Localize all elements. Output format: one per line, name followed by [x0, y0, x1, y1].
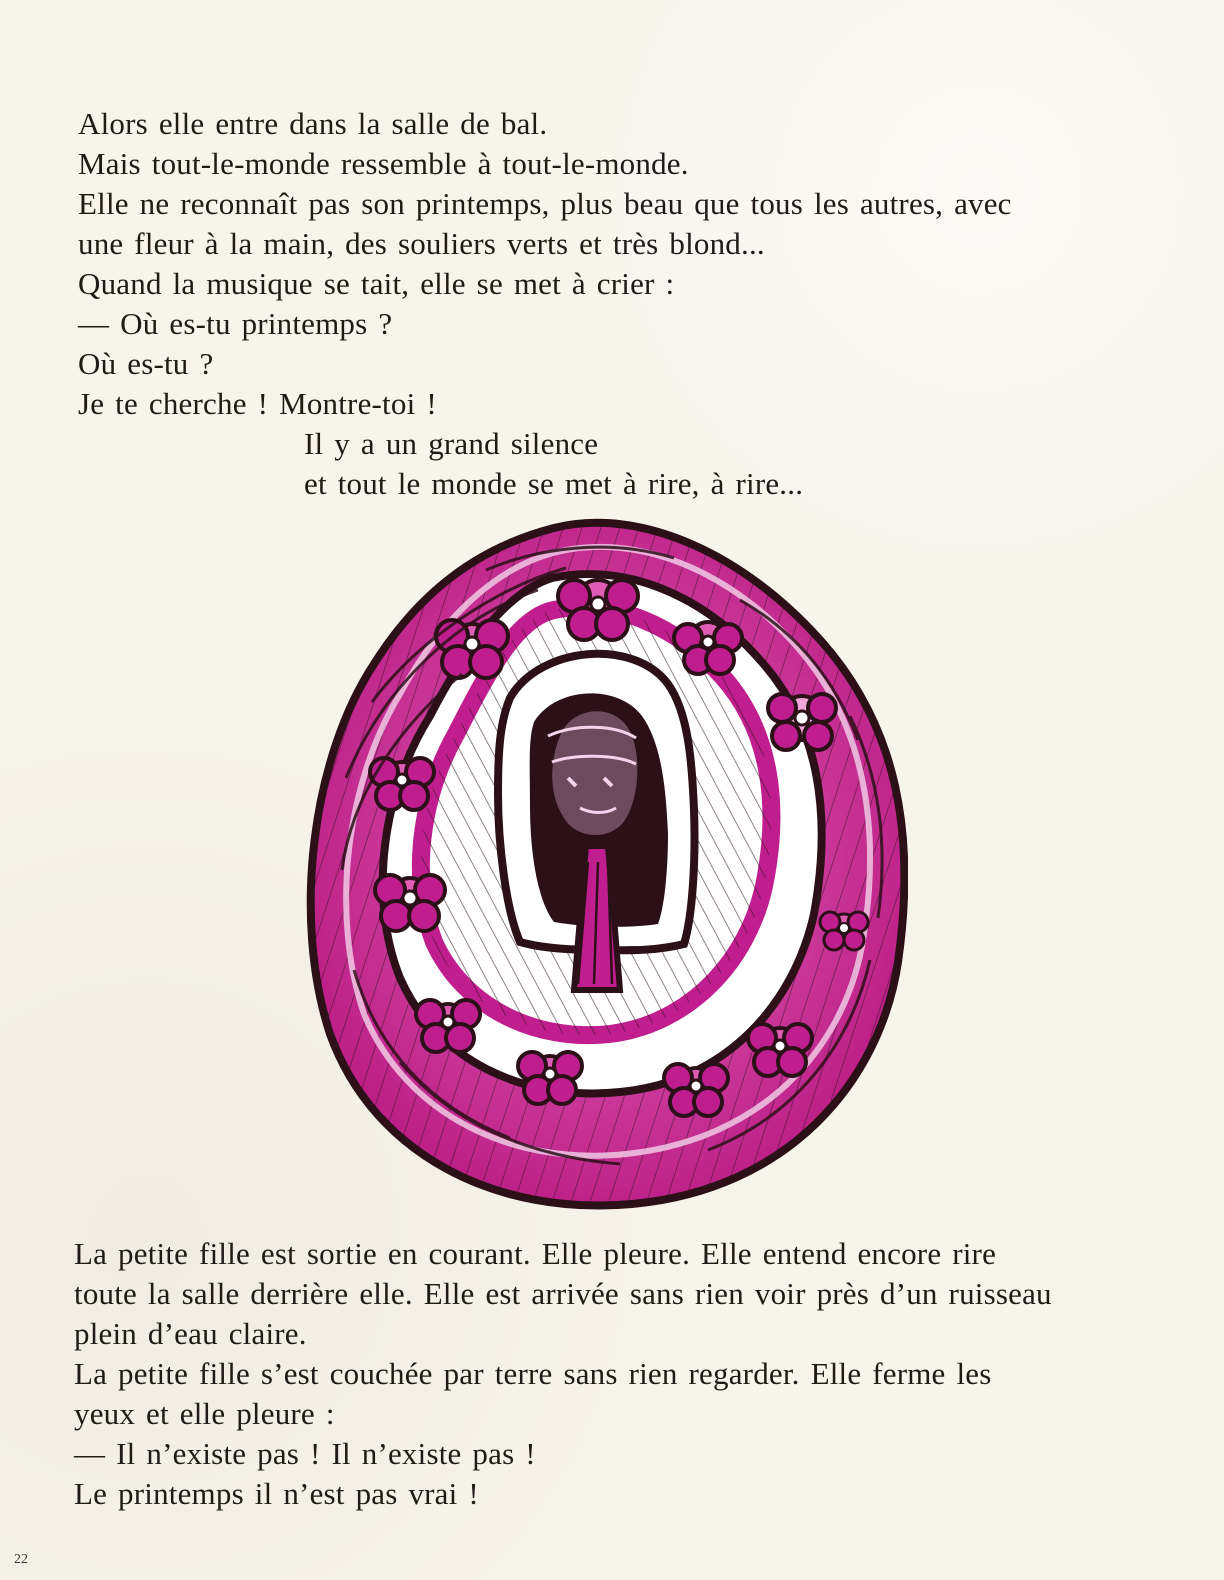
- top-paragraph: [78, 104, 1158, 504]
- text-line-6: — Où es-tu printemps ?: [78, 306, 393, 341]
- inner-arch-figure: [498, 654, 695, 990]
- text-line-2: Mais tout-le-monde ressemble à tout-le-monde.: [78, 146, 689, 181]
- text-line-4: une fleur à la main, des souliers verts et très blond...: [78, 226, 765, 261]
- page-number: 22: [14, 1552, 28, 1567]
- text-line-17: Le printemps il n’est pas vrai !: [74, 1476, 479, 1511]
- text-line-13: plein d’eau claire.: [74, 1316, 307, 1351]
- text-line-1: Alors elle entre dans la salle de bal.: [78, 106, 548, 141]
- text-line-7: Où es-tu ?: [78, 346, 214, 381]
- text-line-14: La petite fille s’est couchée par terre sans rien regarder. Elle ferme les: [74, 1356, 992, 1391]
- floral-wreath-illustration: [302, 514, 908, 1214]
- text-line-12: toute la salle derrière elle. Elle est arrivée sans rien voir près d’un ruisseau: [74, 1276, 1052, 1311]
- bottom-paragraph: [74, 1234, 1154, 1514]
- text-line-5: Quand la musique se tait, elle se met à crier :: [78, 266, 675, 301]
- text-line-9: Il y a un grand silence: [304, 426, 599, 461]
- text-line-16: — Il n’existe pas ! Il n’existe pas !: [74, 1436, 536, 1471]
- text-line-10: et tout le monde se met à rire, à rire...: [304, 466, 804, 501]
- text-line-11: La petite fille est sortie en courant. Elle pleure. Elle entend encore rire: [74, 1236, 997, 1271]
- text-line-15: yeux et elle pleure :: [74, 1396, 335, 1431]
- text-line-3: Elle ne reconnaît pas son printemps, plus beau que tous les autres, avec: [78, 186, 1012, 221]
- text-line-8: Je te cherche ! Montre-toi !: [78, 386, 437, 421]
